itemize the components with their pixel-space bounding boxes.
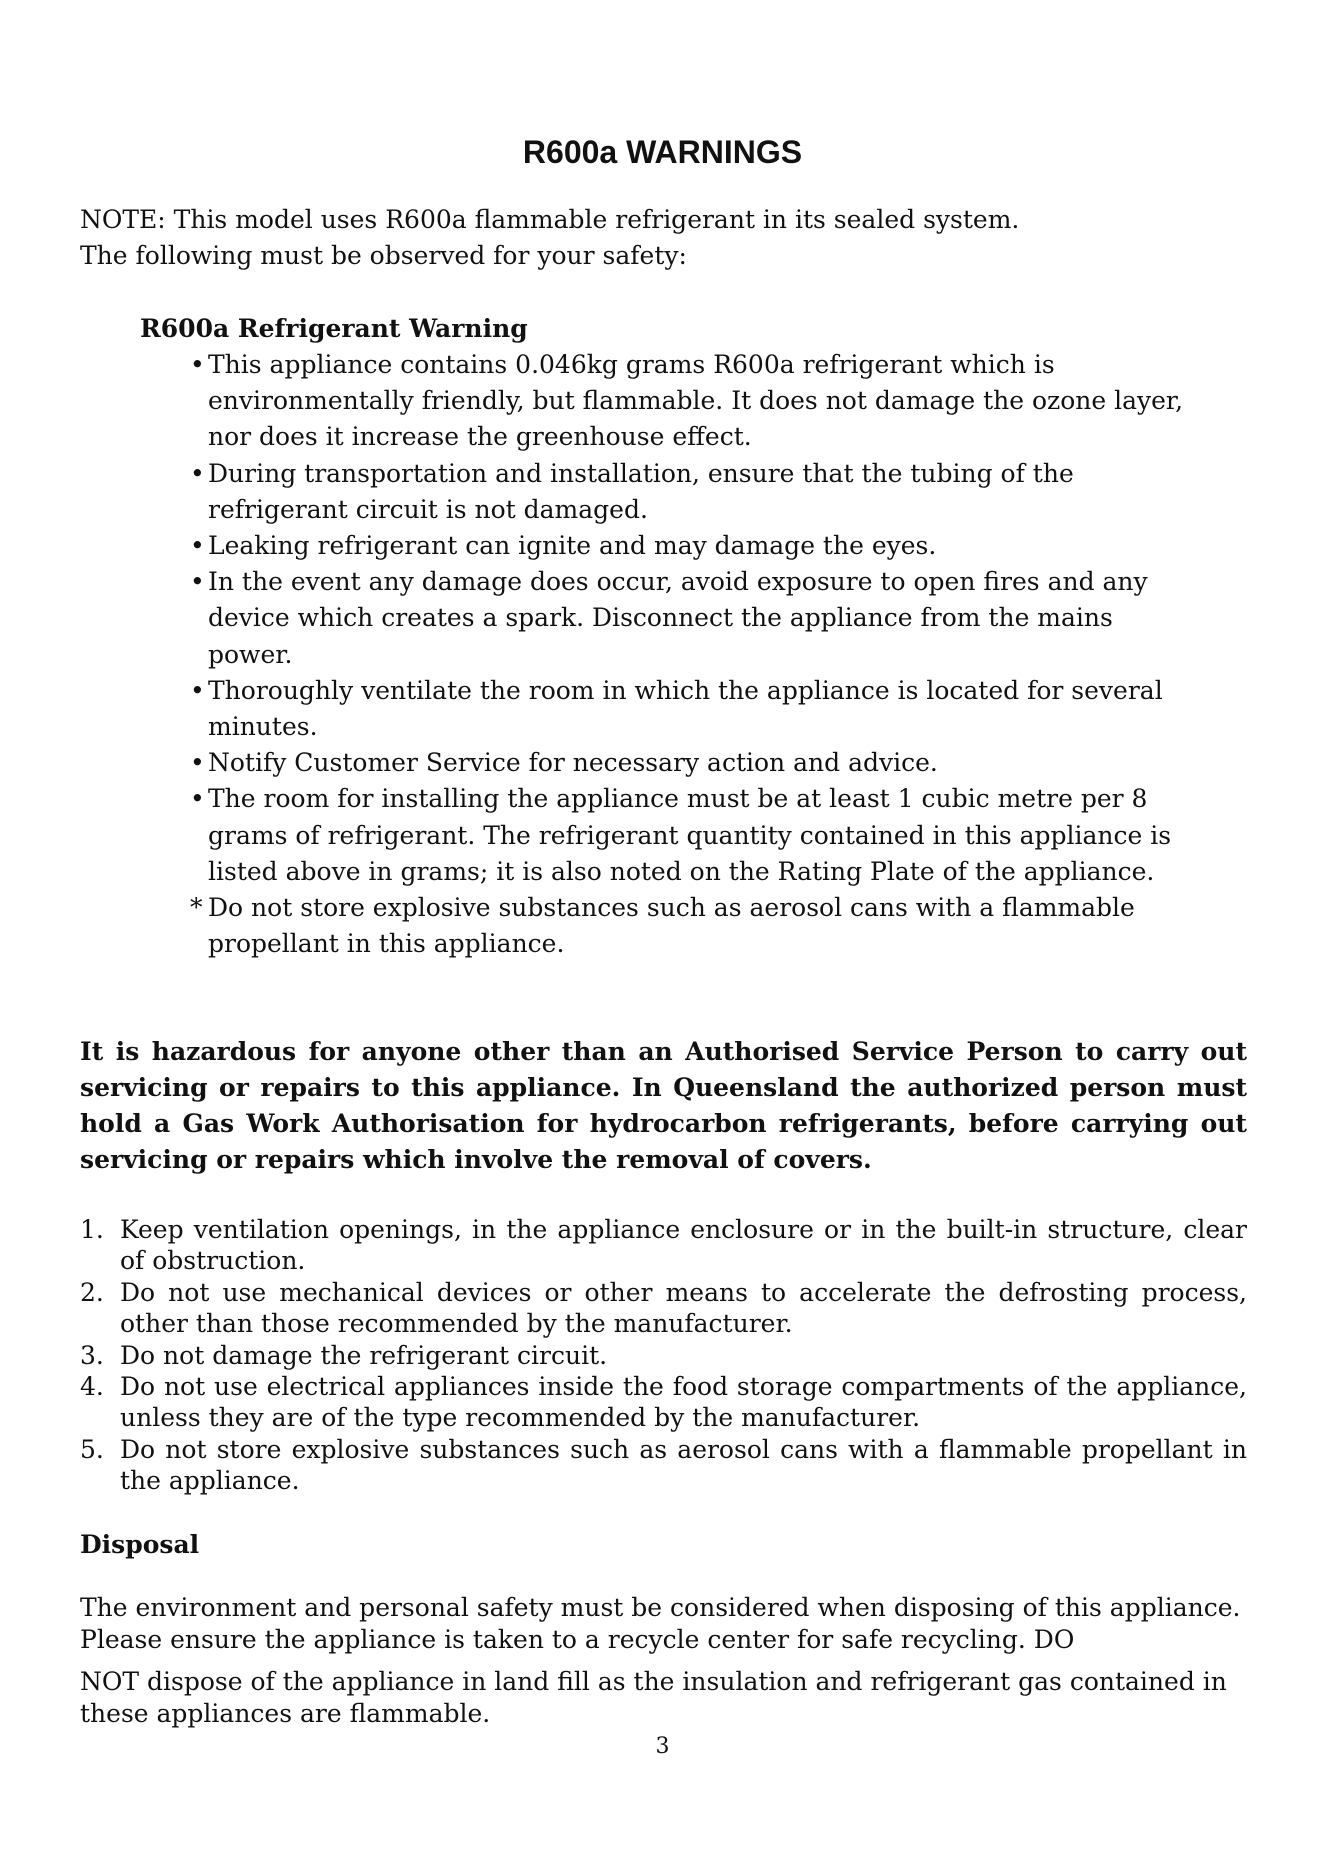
item-number: 2.: [80, 1277, 104, 1307]
bullet-text: Thoroughly ventilate the room in which the appliance is located for several minutes.: [208, 675, 1163, 742]
list-item: [80, 1214, 1247, 1277]
list-item: [192, 347, 1192, 456]
item-number: 5.: [80, 1434, 104, 1464]
disposal-heading: Disposal: [80, 1530, 200, 1559]
bullet-mark: •: [190, 748, 205, 778]
list-item: [80, 1340, 1247, 1371]
asterisk-mark: *: [190, 893, 203, 923]
bullet-mark: •: [190, 784, 205, 814]
list-item: [192, 781, 1192, 890]
page-number: 3: [655, 1734, 670, 1759]
item-text: Do not damage the refrigerant circuit.: [120, 1340, 608, 1370]
item-text: Do not store explosive substances such as aerosol cans with a flammable propellant in the appliance.: [120, 1434, 1247, 1496]
list-item: [80, 1371, 1247, 1434]
bullet-text: During transportation and installation, ensure that the tubing of the refrigerant circuit is not damaged.: [208, 458, 1074, 524]
bullet-text: Leaking refrigerant can ignite and may damage the eyes.: [208, 531, 937, 561]
list-item: [192, 890, 1192, 962]
list-item: [80, 1277, 1247, 1340]
item-text: Do not use electrical appliances inside the food storage compartments of the appliance, unless they are of the type recommended by the manufacturer.: [120, 1372, 1247, 1433]
bullet-text: Notify Customer Service for necessary action and advice.: [208, 748, 938, 778]
bullet-mark: •: [190, 350, 205, 379]
hazard-notice: It is hazardous for anyone other than an Authorised Service Person to carry out servicing or repairs to this appliance. In Queensland the authorized person must hold a Gas Work Authorisation for hydrocarbon refrigerants, before carrying out servicing or repairs which involve the removal of covers.: [80, 1037, 1247, 1174]
bullet-text: Do not store explosive substances such as aerosol cans with a flammable propellant in this appliance.: [208, 893, 1135, 959]
item-number: 1.: [80, 1215, 104, 1244]
item-number: 4.: [80, 1372, 104, 1402]
bullet-mark: •: [190, 531, 205, 561]
numbered-list: [80, 1214, 1247, 1497]
warning-heading: R600a Refrigerant Warning: [140, 314, 528, 343]
disposal-body: [80, 1592, 1260, 1730]
bullet-mark: •: [190, 458, 205, 488]
bullet-text: This appliance contains 0.046kg grams R600a refrigerant which is environmentally friendly, but flammable. It does not damage the ozone layer, nor does it increase the greenhouse effect.: [208, 350, 1184, 452]
list-item: [192, 745, 1192, 781]
bullet-text: The room for installing the appliance must be at least 1 cubic metre per 8 grams of refrigerant. The refrigerant quantity contained in this appliance is listed above in grams; it is also noted on the Rating Plate of the appliance.: [208, 784, 1172, 886]
bullet-mark: •: [190, 675, 205, 705]
list-item: [192, 456, 1192, 528]
disposal-paragraph: NOT dispose of the appliance in land fill as the insulation and refrigerant gas contained in these appliances are flammable.: [80, 1667, 1227, 1728]
intro-note: NOTE: This model uses R600a flammable refrigerant in its sealed system.: [80, 205, 1020, 234]
bullet-mark: •: [190, 567, 205, 597]
list-item: [80, 1434, 1247, 1497]
page-title: R600a WARNINGS: [522, 134, 803, 170]
list-item: [192, 528, 1192, 564]
warning-bullet-list: [192, 347, 1192, 962]
list-item: [192, 564, 1192, 673]
intro-safety: The following must be observed for your safety:: [80, 241, 687, 270]
bullet-text: In the event any damage does occur, avoid exposure to open fires and any device which creates a spark. Disconnect the appliance from the mains power.: [208, 567, 1148, 669]
disposal-paragraph: The environment and personal safety must be considered when disposing of this appliance. Please ensure the appliance is taken to a recycle center for safe recycling. DO: [80, 1593, 1241, 1654]
list-item: [192, 673, 1192, 745]
item-text: Keep ventilation openings, in the appliance enclosure or in the built-in structure, clear of obstruction.: [120, 1215, 1247, 1276]
item-text: Do not use mechanical devices or other means to accelerate the defrosting process, other than those recommended by the manufacturer.: [120, 1277, 1247, 1339]
item-number: 3.: [80, 1340, 104, 1370]
